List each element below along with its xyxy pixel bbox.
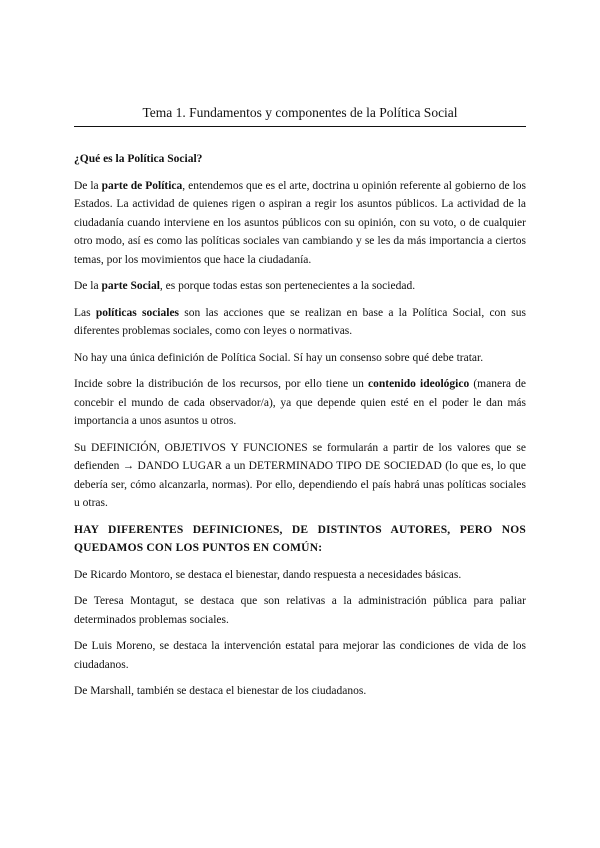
definition-item: De Teresa Montagut, se destaca que son relativas a la administración pública para paliar determinados problemas sociales. [74, 595, 526, 626]
definition-item: De Ricardo Montoro, se destaca el bienestar, dando respuesta a necesidades básicas. [74, 568, 462, 581]
definition-item: De Luis Moreno, se destaca la intervención estatal para mejorar las condiciones de vida de los ciudadanos. [74, 640, 526, 671]
paragraph-politicas-sociales [74, 304, 526, 341]
text-run: son las acciones que se realizan en base a la Política Social, con sus diferentes problemas sociales, como con leyes o normativas. [74, 306, 526, 337]
definitions-heading: HAY DIFERENTES DEFINICIONES, DE DISTINTOS AUTORES, PERO NOS QUEDAMOS CON LOS PUNTOS EN COMÚN: [74, 523, 526, 554]
text-run: Las [74, 306, 96, 319]
text-run: Incide sobre la distribución de los recursos, por ello tiene un [74, 378, 368, 390]
document-body [74, 150, 526, 709]
section-heading: ¿Qué es la Política Social? [74, 153, 203, 165]
paragraph-definicion: No hay una única definición de Política Social. Sí hay un consenso sobre qué debe tratar. [74, 351, 484, 364]
page-header-title: Tema 1. Fundamentos y componentes de la Política Social [142, 105, 458, 120]
bold-term: parte de Política [101, 179, 183, 192]
bold-term: contenido ideológico [368, 378, 470, 390]
paragraph-politica [74, 177, 526, 270]
bold-term: parte Social [101, 280, 160, 292]
text-run: (manera de concebir el mundo de cada observador/a), ya que depende quien esté en el poder le dan más importancia a unos asuntos u otros. [74, 378, 526, 427]
text-run: , entendemos que es el arte, doctrina u opinión referente al gobierno de los Estados. La actividad de quienes rigen o aspiran a regir los asuntos públicos. La actividad de la ciudadanía cuando interviene en los asuntos públicos con su opinión, con su voto, o de cualquier otro modo, así es como las políticas sociales van cambiando y se les da más importancia a ciertos temas, por los movimientos que hace la ciudadanía. [74, 179, 526, 266]
definition-item: De Marshall, también se destaca el bienestar de los ciudadanos. [74, 685, 367, 697]
header-divider [74, 126, 526, 127]
bold-term: políticas sociales [95, 306, 180, 319]
paragraph-recursos [74, 375, 526, 431]
text-run: De la [74, 179, 102, 192]
text-run: , es porque todas estas son pertenecientes a la sociedad. [159, 280, 416, 292]
text-run: De la [74, 280, 102, 292]
paragraph-social [74, 277, 526, 296]
paragraph-valores: Su DEFINICIÓN, OBJETIVOS Y FUNCIONES se formularán a partir de los valores que se defienden → DANDO LUGAR a un DETERMINADO TIPO DE SOCIEDAD (lo que es, lo que debería ser, cómo alcanzarla, normas). Por ello, dependiendo el país habrá unas políticas sociales u otras. [74, 441, 526, 509]
